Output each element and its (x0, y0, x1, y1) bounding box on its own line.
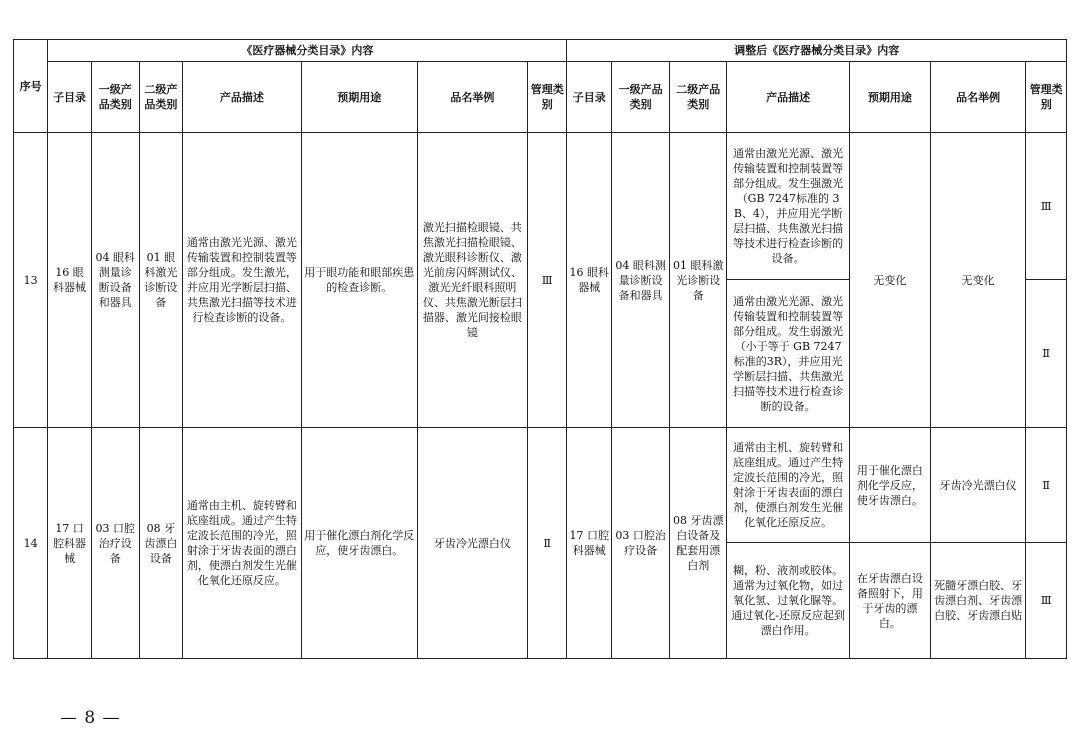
header-sub-catalog: 子目录 (48, 62, 92, 133)
section-adjusted: 调整后《医疗器械分类目录》内容 (567, 40, 1067, 62)
table-row (14, 133, 1067, 280)
header-adj-sub-catalog: 子目录 (567, 62, 612, 133)
header-seq: 序号 (14, 40, 48, 133)
cell-adj-intended-use-device: 用于催化漂白剂化学反应，使牙齿漂白。 (849, 428, 930, 543)
cell-sub-catalog: 16 眼科器械 (48, 133, 92, 428)
table-row (14, 428, 1067, 543)
cell-adj-description-high-power: 通常由激光光源、激光传输装置和控制装置等部分组成。发生强激光（GB 7247标准的 3B、4），并应用光学断层扫描、共焦激光扫描等技术进行检查诊断的设备。 (727, 133, 850, 280)
cell-seq: 13 (14, 133, 48, 428)
cell-seq: 14 (14, 428, 48, 659)
cell-adj-level1: 03 口腔治疗设备 (612, 428, 670, 659)
cell-adj-level1: 04 眼科测量诊断设备和器具 (612, 133, 670, 428)
cell-description: 通常由激光光源、激光传输装置和控制装置等部分组成。发生激光，并应用光学断层扫描、共焦激光扫描等技术进行检查诊断的设备。 (183, 133, 301, 428)
header-level1: 一级产品类别 (91, 62, 139, 133)
classification-adjustment-table (13, 39, 1067, 659)
cell-adj-examples: 无变化 (930, 133, 1026, 428)
header-adj-description: 产品描述 (727, 62, 850, 133)
header-intended-use: 预期用途 (301, 62, 417, 133)
section-original: 《医疗器械分类目录》内容 (48, 40, 567, 62)
cell-adj-class-device: Ⅱ (1026, 428, 1067, 543)
cell-level2: 01 眼科激光诊断设备 (139, 133, 183, 428)
cell-management-class: Ⅱ (527, 428, 567, 659)
header-adj-intended-use: 预期用途 (849, 62, 930, 133)
cell-adj-examples-agent: 死髓牙漂白胶、牙齿漂白剂、牙齿漂白胶、牙齿漂白贴 (930, 543, 1026, 659)
cell-adj-intended-use: 无变化 (849, 133, 930, 428)
cell-adj-class-high-power: Ⅲ (1026, 133, 1067, 280)
header-adj-level1: 一级产品类别 (612, 62, 670, 133)
cell-adj-description-low-power: 通常由激光光源、激光传输装置和控制装置等部分组成。发生弱激光（小于等于 GB 7247 标准的3R），并应用光学断层扫描、共焦激光扫描等技术进行检查诊断的设备。 (727, 280, 850, 428)
cell-adj-intended-use-agent: 在牙齿漂白设备照射下，用于牙齿的漂白。 (849, 543, 930, 659)
header-adj-management-class: 管理类别 (1026, 62, 1067, 133)
cell-adj-class-agent: Ⅲ (1026, 543, 1067, 659)
cell-adj-examples-device: 牙齿冷光漂白仪 (930, 428, 1026, 543)
cell-intended-use: 用于催化漂白剂化学反应，使牙齿漂白。 (301, 428, 417, 659)
cell-management-class: Ⅲ (527, 133, 567, 428)
page-number: — 8 — (60, 708, 121, 728)
cell-adj-sub-catalog: 17 口腔科器械 (567, 428, 612, 659)
cell-sub-catalog: 17 口腔科器械 (48, 428, 92, 659)
header-adj-level2: 二级产品类别 (670, 62, 727, 133)
cell-adj-level2: 08 牙齿漂白设备及配套用漂白剂 (670, 428, 727, 659)
cell-examples: 牙齿冷光漂白仪 (417, 428, 527, 659)
cell-description: 通常由主机、旋转臂和底座组成。通过产生特定波长范围的冷光，照射涂于牙齿表面的漂白剂，使漂白剂发生光催化氧化还原反应。 (183, 428, 301, 659)
cell-level2: 08 牙齿漂白设备 (139, 428, 183, 659)
cell-intended-use: 用于眼功能和眼部疾患的检查诊断。 (301, 133, 417, 428)
header-examples: 品名举例 (417, 62, 527, 133)
cell-level1: 04 眼科测量诊断设备和器具 (91, 133, 139, 428)
header-management-class: 管理类别 (527, 62, 567, 133)
cell-level1: 03 口腔治疗设备 (91, 428, 139, 659)
header-level2: 二级产品类别 (139, 62, 183, 133)
cell-adj-class-low-power: Ⅱ (1026, 280, 1067, 428)
cell-adj-level2: 01 眼科激光诊断设备 (670, 133, 727, 428)
cell-adj-description-agent: 糊，粉、液剂或胶体。通常为过氧化物，如过氧化氢、过氧化脲等。通过氧化-还原反应起到漂白作用。 (727, 543, 850, 659)
header-description: 产品描述 (183, 62, 301, 133)
cell-adj-sub-catalog: 16 眼科器械 (567, 133, 612, 428)
header-adj-examples: 品名举例 (930, 62, 1026, 133)
cell-examples: 激光扫描检眼镜、共焦激光扫描检眼镜、激光眼科诊断仪、激光前房闪辉测试仪、激光光纤眼科照明仪、共焦激光断层扫描器、激光间接检眼镜 (417, 133, 527, 428)
cell-adj-description-device: 通常由主机、旋转臂和底座组成。通过产生特定波长范围的冷光，照射涂于牙齿表面的漂白剂，使漂白剂发生光催化氧化还原反应。 (727, 428, 850, 543)
